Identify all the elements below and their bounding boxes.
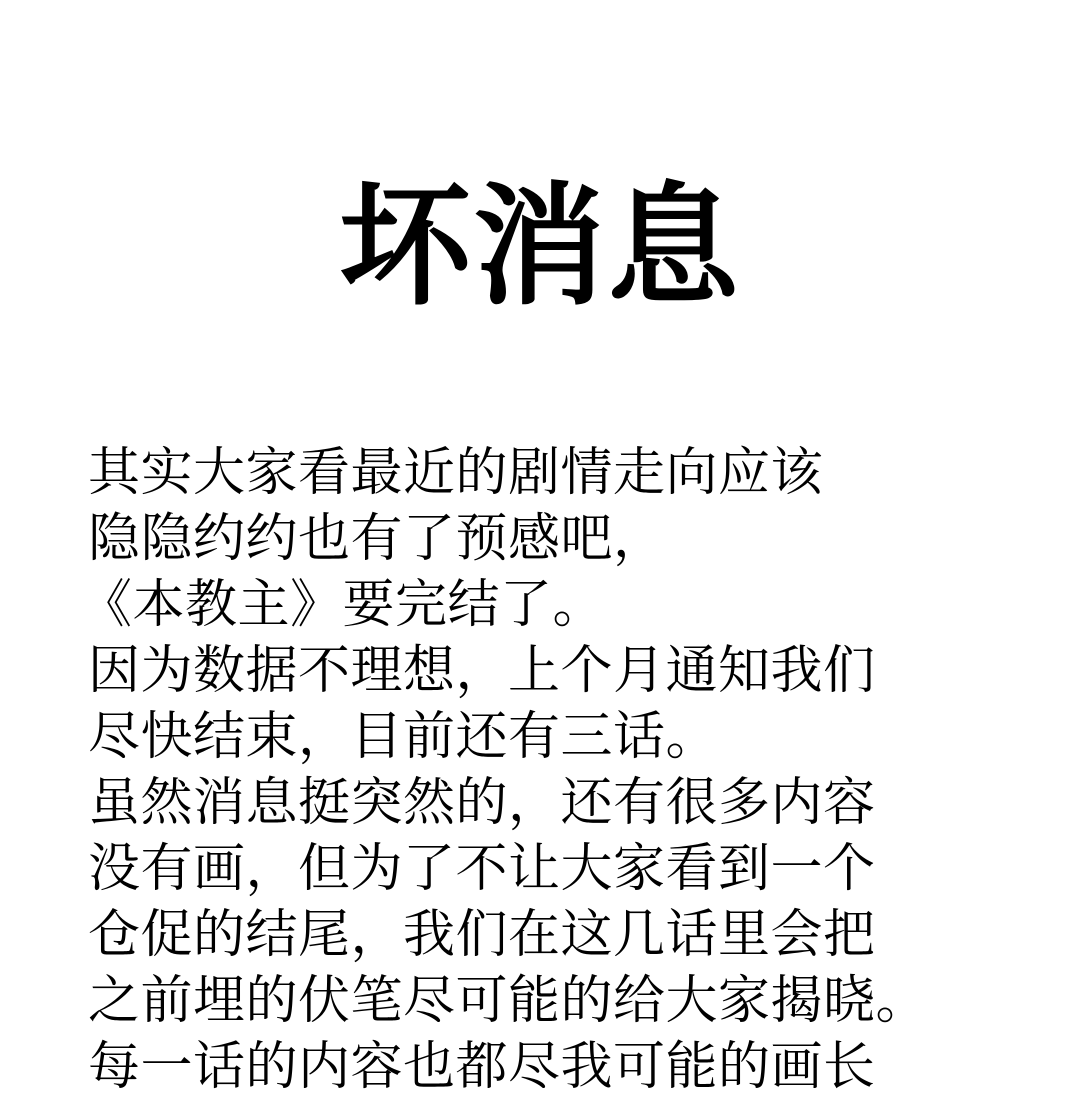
body-line: 之前埋的伏笔尽可能的给大家揭晓。 — [88, 971, 929, 1031]
body-line: 仓促的结尾，我们在这几话里会把 — [88, 905, 876, 965]
body-line: 因为数据不理想，上个月通知我们 — [88, 641, 876, 701]
body-line: 《本教主》要完结了。 — [80, 575, 606, 635]
body-line: 隐隐约约也有了预感吧， — [88, 509, 666, 569]
body-line: 没有画，但为了不让大家看到一个 — [88, 839, 876, 899]
announcement-body — [80, 440, 1048, 1100]
page-title: 坏消息 — [339, 170, 741, 324]
body-line: 虽然消息挺突然的，还有很多内容 — [88, 773, 876, 833]
body-line: 其实大家看最近的剧情走向应该 — [88, 443, 824, 503]
body-line: 每一话的内容也都尽我可能的画长 — [88, 1037, 876, 1097]
body-line: 尽快结束，目前还有三话。 — [88, 707, 719, 767]
